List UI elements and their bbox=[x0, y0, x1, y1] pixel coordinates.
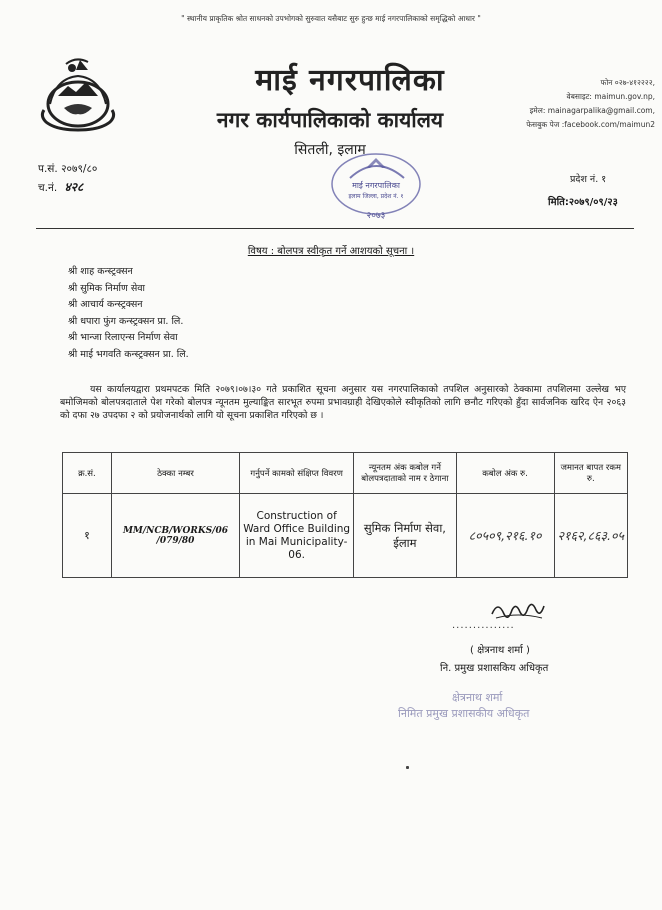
bidder-address: ईलाम bbox=[393, 535, 417, 550]
recipient-item: श्री माई भगवति कन्स्ट्रक्सन प्रा. लि. bbox=[68, 348, 189, 360]
cell-bid-amount: ८०५०९,२१६.१० bbox=[456, 494, 554, 578]
subject-line bbox=[0, 243, 662, 257]
municipality-name: माई नगरपालिका bbox=[255, 63, 445, 98]
recipient-item: श्री सुमिक निर्माण सेवा bbox=[68, 282, 146, 294]
recipient-item: श्री आचार्य कन्स्ट्रक्सन bbox=[68, 299, 143, 310]
chalani-number: ४२८ bbox=[64, 180, 84, 194]
scan-speck bbox=[406, 766, 409, 769]
designation-stamp: निमित प्रमुख प्रशासकीय अधिकृत bbox=[398, 707, 530, 720]
cell-tender-number bbox=[111, 494, 239, 578]
contact-email: इमेल: mainagarpalika@gmail.com, bbox=[529, 106, 655, 115]
signatory-name: ( क्षेत्रनाथ शर्मा ) bbox=[470, 645, 530, 656]
contact-block bbox=[485, 76, 655, 132]
letter-date: मिति:२०७९/०९/२३ bbox=[548, 197, 618, 208]
work-line-1: Construction of bbox=[256, 509, 337, 522]
recipient-item: श्री शाह कन्स्ट्रक्सन bbox=[68, 266, 133, 277]
cell-bidder bbox=[354, 494, 456, 578]
tender-line-2: /079/80 bbox=[156, 535, 195, 546]
notice-body: यस कार्यालयद्वारा प्रथमपटक मिति २०७९।०७।३० गते प्रकाशित सूचना अनुसार यस नगरपालिकाको तपशिल अनुसारको ठेक्कामा तपशिलमा उल्लेख भए बमोजिमको बोलपत्रदाताले पेश गरेको बोलपत्र न्यूनतम मुल्याङ्कित सारभूत रुपमा प्रभावग्राही देखिएकोले स्वीकृतिको लागि छनौट गरिएको हुँदा सार्वजनिक खरिद ऐन २०६३ को दफा २७ उपदफा २ को प्रयोजनार्थको लागि यो सूचना प्रकाशित गरिएको छ । bbox=[60, 384, 626, 421]
province-number: प्रदेश नं. १ bbox=[570, 174, 607, 185]
subject-text: विषय : बोलपत्र स्वीकृत गर्ने आशयको सूचना । bbox=[247, 246, 415, 257]
chalani-label: च.नं. bbox=[38, 182, 58, 194]
stamp-line-2: इलाम जिल्ला, प्रदेश नं. १ bbox=[348, 193, 404, 200]
table-row bbox=[63, 494, 628, 578]
contact-phone: फोन ०२७-४१२२२२, bbox=[600, 78, 655, 87]
motto: " स्थानीय प्राकृतिक श्रोत साधनको उपभोगको सुरुवात यसैबाट सुरु हुन्छ माई नगरपालिकाको समृद्धिको आधार " bbox=[181, 14, 481, 23]
contact-facebook: फेसबुक पेज :facebook.com/maimun2 bbox=[526, 120, 655, 129]
bidder-name: सुमिक निर्माण सेवा, bbox=[363, 520, 446, 535]
stamp-line-1: माई नगरपालिका bbox=[352, 181, 400, 190]
reference-block bbox=[38, 160, 97, 197]
work-line-4: 06. bbox=[288, 548, 305, 561]
tender-line-1: MM/NCB/WORKS/06 bbox=[122, 525, 228, 536]
recipient-item: श्री भान्जा रिलाएन्स निर्माण सेवा bbox=[68, 332, 178, 343]
office-location: सितली, इलाम bbox=[294, 142, 366, 158]
contact-website: वेबसाइट: maimun.gov.np, bbox=[566, 92, 655, 101]
header-bid-amount: कबोल अंक रु. bbox=[456, 453, 554, 494]
header-bidder: न्यूनतम अंक कबोल गर्ने बोलपत्रदाताको नाम र ठेगाना bbox=[354, 453, 456, 494]
office-name: नगर कार्यपालिकाको कार्यालय bbox=[216, 108, 444, 132]
stamp-year: २०७३ bbox=[366, 211, 386, 221]
header-tender: ठेक्का नम्बर bbox=[111, 453, 239, 494]
chalani-number-row bbox=[38, 178, 97, 197]
header-security: जमानत बापत रकम रु. bbox=[554, 453, 627, 494]
recipient-item: श्री धपारा फुंग कन्स्ट्रक्सन प्रा. लि. bbox=[68, 315, 184, 327]
work-line-3: in Mai Municipality- bbox=[245, 535, 348, 548]
nepal-emblem-icon bbox=[36, 56, 120, 136]
cell-sn: १ bbox=[63, 494, 112, 578]
header-divider bbox=[36, 228, 634, 229]
signature-line: ............... bbox=[452, 620, 515, 631]
signatory-designation: नि. प्रमुख प्रशासकिय अधिकृत bbox=[440, 663, 549, 674]
table-header-row bbox=[63, 453, 628, 494]
bid-table bbox=[62, 452, 628, 578]
header-work: गर्नुपर्ने कामको संक्षिप्त विवरण bbox=[240, 453, 354, 494]
cell-security-amount: २१६२,८६३.०५ bbox=[554, 494, 627, 578]
name-stamp: क्षेत्रनाथ शर्मा bbox=[452, 691, 503, 704]
header-sn: क्र.सं. bbox=[63, 453, 112, 494]
work-line-2: Ward Office Building bbox=[243, 522, 351, 535]
office-stamp bbox=[320, 148, 432, 224]
cell-work-description bbox=[240, 494, 354, 578]
recipient-list bbox=[68, 264, 189, 363]
patra-sankhya: प.सं. २०७९/८० bbox=[38, 163, 98, 175]
